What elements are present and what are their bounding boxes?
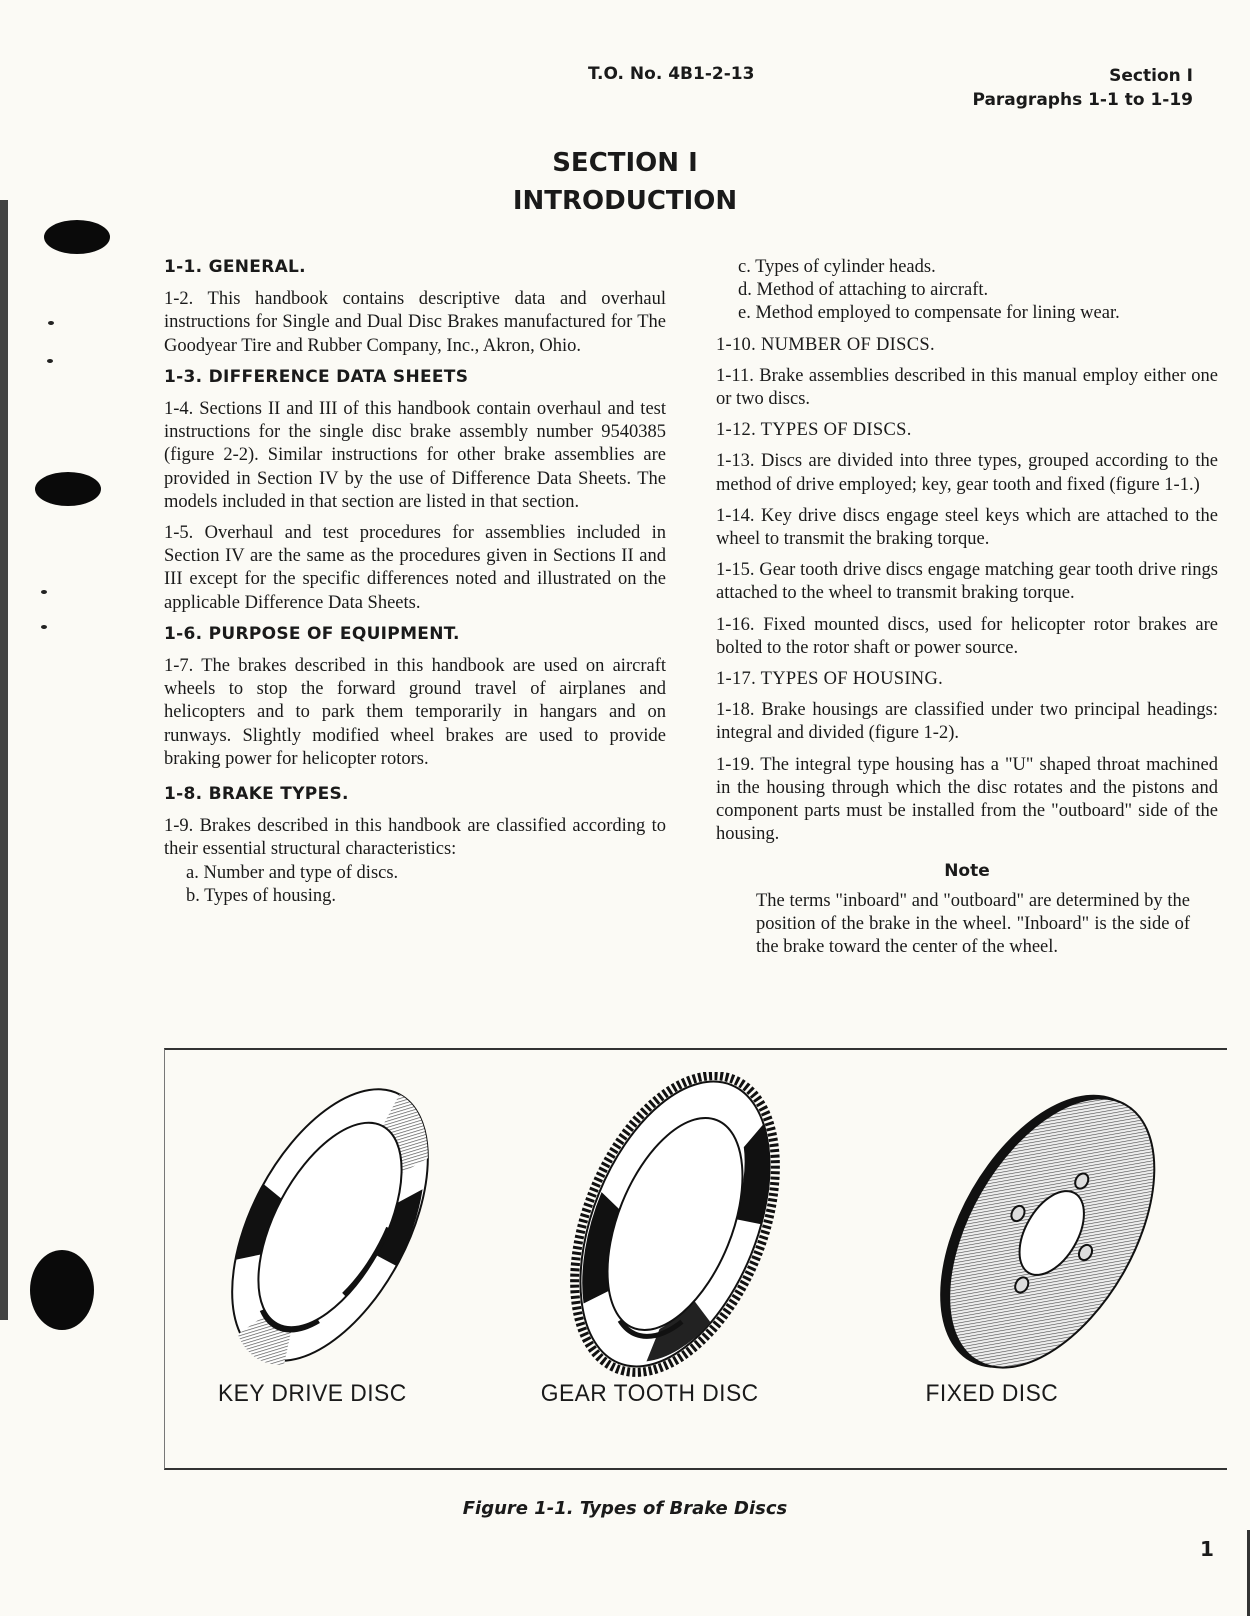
binding-edge [0,200,8,1320]
figure-caption: Figure 1-1. Types of Brake Discs [462,1498,788,1519]
paragraph-1-7: 1-7. The brakes described in this handbook are used on aircraft wheels to stop the forward ground travel of airplanes and helicopters and to park them temporarily in hangars and on runways. Slightly modified wheel brakes are used to provide braking power for helicopter rotors. [164,656,666,769]
heading-types-of-discs: 1-12. TYPES OF DISCS. [716,420,912,441]
paragraph-1-14: 1-14. Key drive discs engage steel keys which are attached to the wheel to transmit the braking torque. [716,505,1218,550]
punch-hole [35,472,101,506]
list-item-c: c. Types of cylinder heads. [738,257,936,277]
fixed-disc-illustration [925,1092,1175,1372]
heading-purpose-of-equipment: 1-6. PURPOSE OF EQUIPMENT. [164,623,460,644]
scan-speck [48,321,54,325]
paragraph-1-2: 1-2. This handbook contains descriptive data and overhaul instructions for Single and Dual Disc Brakes manufactured for The Goodyear Tire and Rubber Company, Inc., Akron, Ohio. [164,289,666,356]
scan-speck [47,359,53,363]
punch-hole [30,1250,94,1330]
paragraph-1-9: 1-9. Brakes described in this handbook are classified according to their essential structural characteristics: [164,816,666,860]
paragraph-1-11: 1-11. Brake assemblies described in this manual employ either one or two discs. [716,365,1218,410]
label-key-drive-disc: KEY DRIVE DISC [217,1380,407,1407]
list-item-a: a. Number and type of discs. [186,862,399,883]
paragraph-range: Paragraphs 1-1 to 1-19 [972,90,1193,110]
heading-types-of-housing: 1-17. TYPES OF HOUSING. [716,669,944,690]
list-item-b: b. Types of housing. [186,885,336,906]
heading-difference-data-sheets: 1-3. DIFFERENCE DATA SHEETS [164,366,469,387]
heading-general: 1-1. GENERAL. [164,257,306,277]
left-column [164,256,666,908]
heading-brake-types: 1-8. BRAKE TYPES. [164,784,349,805]
heading-number-of-discs: 1-10. NUMBER OF DISCS. [716,334,935,355]
note-body: The terms "inboard" and "outboard" are determined by the position of the brake in the wheel. "Inboard" is the side of the brake toward the center of the wheel. [756,890,1190,958]
paragraph-1-16: 1-16. Fixed mounted discs, used for helicopter rotor brakes are bolted to the rotor shaft or power source. [716,614,1218,658]
list-item-e: e. Method employed to compensate for lining wear. [738,303,1120,324]
section-ref [972,64,1193,112]
to-number: T.O. No. 4B1-2-13 [588,64,755,84]
paragraph-1-13: 1-13. Discs are divided into three types, grouped according to the method of drive employed; key, gear tooth and fixed (figure 1-1.) [716,451,1218,495]
section-title: SECTION I [552,148,698,178]
paragraph-1-15: 1-15. Gear tooth drive discs engage matching gear tooth drive rings attached to the wheel to transmit braking torque. [716,560,1218,604]
list-item-d: d. Method of attaching to aircraft. [738,280,989,301]
label-fixed-disc: FIXED DISC [925,1380,1059,1407]
scan-speck [41,590,47,594]
paragraph-1-4: 1-4. Sections II and III of this handbook contain overhaul and test instructions for the single disc brake assembly number 9540385 (figure 2-2). Similar instructions for other brake assemblies are provided in Section IV by the use of Difference Data Sheets. The models included in that section are listed in that section. [164,399,666,512]
right-column [716,256,1218,959]
paragraph-1-18: 1-18. Brake housings are classified under two principal headings: integral and divided (figure 1-2). [716,700,1218,744]
section-label: Section I [1109,66,1193,86]
key-drive-disc-illustration [205,1080,455,1370]
punch-hole [44,220,110,254]
scan-speck [41,625,47,629]
gear-tooth-disc-illustration [550,1072,800,1377]
figure-1-1 [164,1048,1227,1470]
label-gear-tooth-disc: GEAR TOOTH DISC [540,1380,759,1407]
section-name: INTRODUCTION [512,186,738,216]
page-number: 1 [1200,1537,1214,1561]
paragraph-1-19: 1-19. The integral type housing has a "U" shaped throat machined in the housing through which the disc rotates and the pistons and component parts must be installed from the "outboard" side of the housing. [716,754,1218,845]
note-title: Note [944,861,990,882]
paragraph-1-5: 1-5. Overhaul and test procedures for assemblies included in Section IV are the same as the procedures given in Sections II and III except for the specific differences noted and illustrated on the applicable Difference Data Sheets. [164,523,666,613]
